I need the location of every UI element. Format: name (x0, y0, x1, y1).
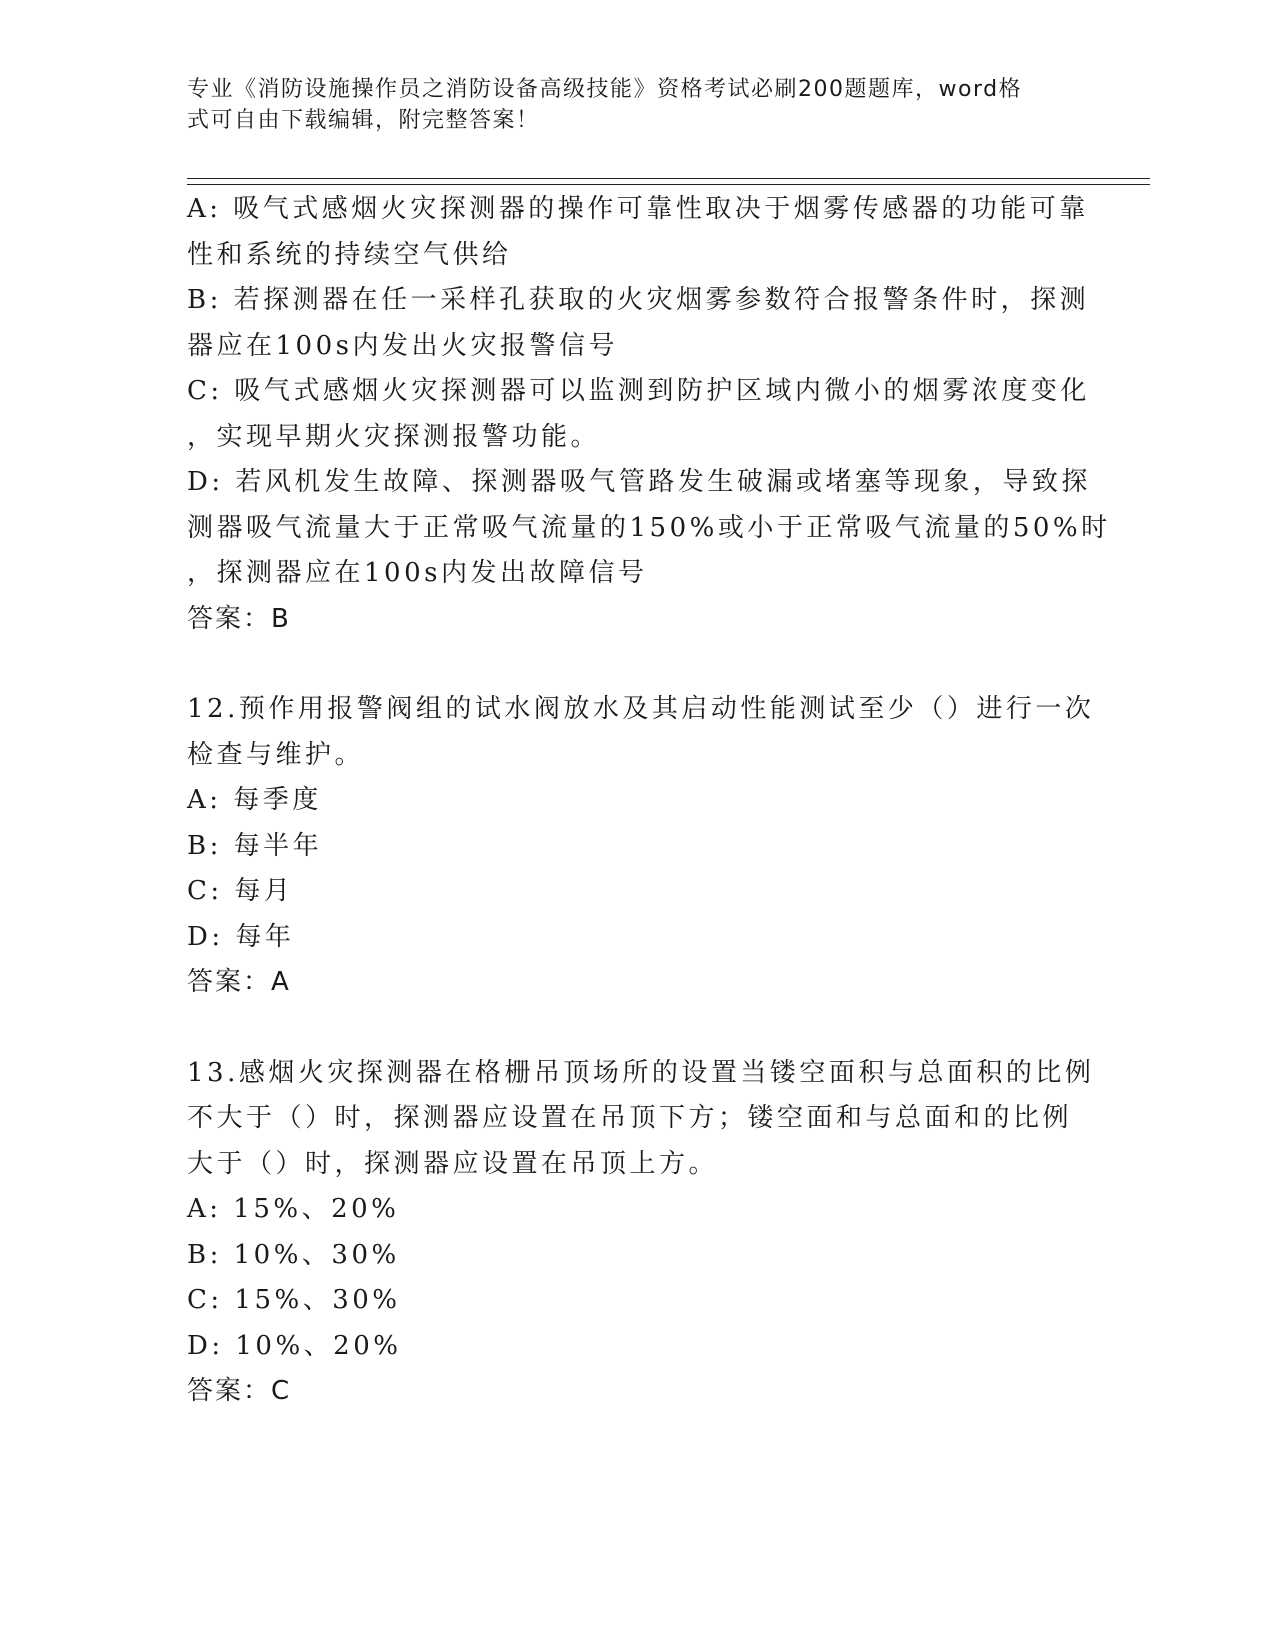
answer-line: 答案：B (187, 603, 291, 634)
option-text-line: C: 吸气式感烟火灾探测器可以监测到防护区域内微小的烟雾浓度变化 (187, 376, 1090, 406)
header-line: 专业《消防设施操作员之消防设备高级技能》资格考试必刷200题题库，word格 (187, 77, 1023, 102)
question-text-line: 12.预作用报警阀组的试水阀放水及其启动性能测试至少（）进行一次 (187, 694, 1095, 724)
option-text-line: D: 若风机发生故障、探测器吸气管路发生破漏或堵塞等现象，导致探 (187, 467, 1091, 497)
header-divider (187, 178, 1150, 179)
header-divider (187, 184, 1150, 185)
option-text-line: ，实现早期火灾探测报警功能。 (187, 421, 601, 452)
option-d: D: 每年 (187, 921, 295, 952)
document-header (187, 74, 1067, 136)
question-11-continuation (187, 187, 1111, 642)
answer-line: 答案：C (187, 1376, 292, 1406)
spacer (187, 642, 1087, 687)
option-text-line: 测器吸气流量大于正常吸气流量的150%或小于正常吸气流量的50%时 (187, 512, 1111, 543)
question-list (187, 187, 1111, 1415)
option-text-line: 器应在100s内发出火灾报警信号 (187, 330, 618, 361)
question-text-line: 不大于（）时，探测器应设置在吊顶下方；镂空面和与总面和的比例 (187, 1103, 1073, 1133)
option-text-line: A: 吸气式感烟火灾探测器的操作可靠性取决于烟雾传感器的功能可靠 (187, 194, 1089, 224)
question-text-line: 13.感烟火灾探测器在格栅吊顶场所的设置当镂空面积与总面积的比例 (187, 1057, 1095, 1088)
option-text-line: 性和系统的持续空气供给 (187, 239, 512, 270)
answer-line: 答案：A (187, 967, 291, 997)
option-c: C: 15%、30% (187, 1285, 401, 1315)
question-text-line: 大于（）时，探测器应设置在吊顶上方。 (187, 1148, 719, 1179)
option-c: C: 每月 (187, 876, 294, 906)
question-12 (187, 687, 1095, 1006)
question-13 (187, 1051, 1095, 1415)
question-text-line: 检查与维护。 (187, 739, 365, 770)
option-text-line: ，探测器应在100s内发出故障信号 (187, 558, 648, 588)
option-b: B: 每半年 (187, 830, 323, 861)
option-b: B: 10%、30% (187, 1239, 400, 1270)
spacer (187, 1006, 1087, 1051)
option-text-line: B: 若探测器在任一采样孔获取的火灾烟雾参数符合报警条件时，探测 (187, 285, 1090, 315)
option-a: A: 15%、20% (187, 1194, 400, 1224)
option-a: A: 每季度 (187, 785, 322, 815)
option-d: D: 10%、20% (187, 1330, 402, 1361)
header-line: 式可自由下载编辑，附完整答案！ (187, 108, 540, 133)
